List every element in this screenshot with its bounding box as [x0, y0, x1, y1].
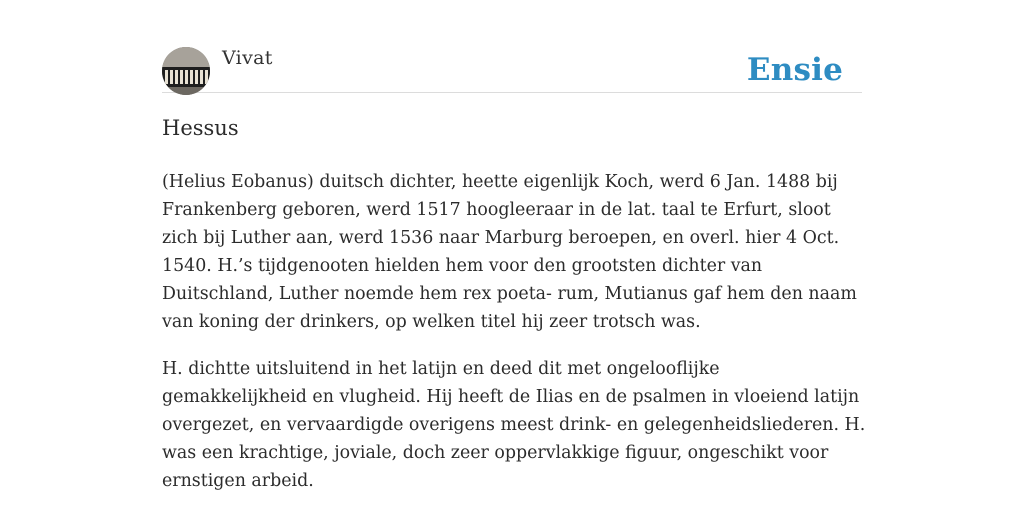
- paragraph: H. dichtte uitsluitend in het latijn en deed dit met ongelooflijke gemakkelijkheid en vlugheid. Hij heeft de Ilias en de psalmen in vloeiend latijn overgezet, en vervaardigde overigens meest drink- en gelegenheidsliederen. H. was een krachtige, joviale, doch zeer oppervlakkige figuur, ongeschikt voor ernstigen arbeid.: [162, 359, 866, 491]
- header: [162, 46, 862, 93]
- avatar[interactable]: [162, 47, 210, 95]
- typewriter-keys-icon: [162, 47, 210, 95]
- article-body: [162, 168, 866, 512]
- author-name[interactable]: Vivat: [222, 47, 273, 69]
- brand-logo[interactable]: Ensie: [746, 52, 843, 88]
- paragraph: (Helius Eobanus) duitsch dichter, heette eigenlijk Koch, werd 6 Jan. 1488 bij Frankenberg geboren, werd 1517 hoogleeraar in de lat. taal te Erfurt, sloot zich bij Luther aan, werd 1536 naar Marburg beroepen, en overl. hier 4 Oct. 1540. H.’s tijdgenooten hielden hem voor den grootsten dichter van Duitschland, Luther noemde hem rex poeta- rum, Mutianus gaf hem den naam van koning der drinkers, op welken titel hij zeer trotsch was.: [162, 172, 857, 332]
- page-title: Hessus: [162, 116, 239, 140]
